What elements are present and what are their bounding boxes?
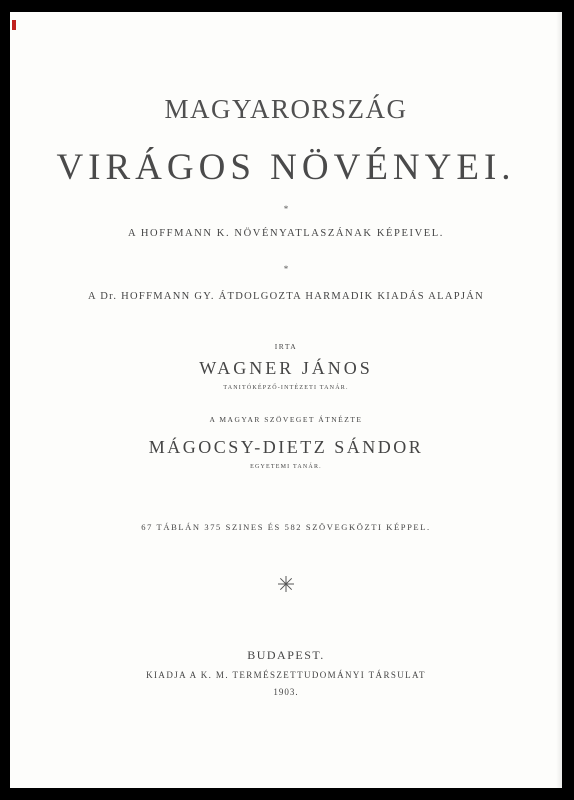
subtitle: A HOFFMANN K. NÖVÉNYATLASZÁNAK KÉPEIVEL. — [128, 228, 444, 239]
asterism-ornament-icon — [10, 575, 562, 593]
edition-note: A Dr. HOFFMANN GY. ÁTDOLGOZTA HARMADIK KIADÁS ALAPJÁN — [87, 291, 484, 302]
title-line-2: VIRÁGOS NÖVÉNYEI. — [56, 147, 516, 188]
translator-name: MÁGOCSY-DIETZ SÁNDOR — [148, 437, 424, 457]
publisher: KIADJA A K. M. TERMÉSZETTUDOMÁNYI TÁRSULAT — [146, 670, 426, 680]
title-page-content — [10, 12, 562, 788]
title-line-1: MAGYARORSZÁG — [164, 94, 408, 124]
publication-city: BUDAPEST. — [247, 648, 325, 662]
translated-by-label: A MAGYAR SZÖVEGET ÁTNÉZTE — [209, 415, 363, 424]
author-title: TANITÓKÉPZŐ-INTÉZETI TANÁR. — [223, 385, 349, 391]
plates-note: 67 TÁBLÁN 375 SZINES ÉS 582 SZÖVEGKÖZTI KÉPPEL. — [141, 522, 431, 532]
book-page — [10, 12, 562, 788]
separator-star-1: * — [283, 204, 289, 214]
author-name: WAGNER JÁNOS — [199, 358, 373, 378]
translator-title: EGYETEMI TANÁR. — [250, 464, 322, 470]
written-by-label: IRTA — [274, 342, 298, 351]
publication-year: 1903. — [273, 687, 299, 697]
separator-star-2: * — [283, 264, 289, 274]
